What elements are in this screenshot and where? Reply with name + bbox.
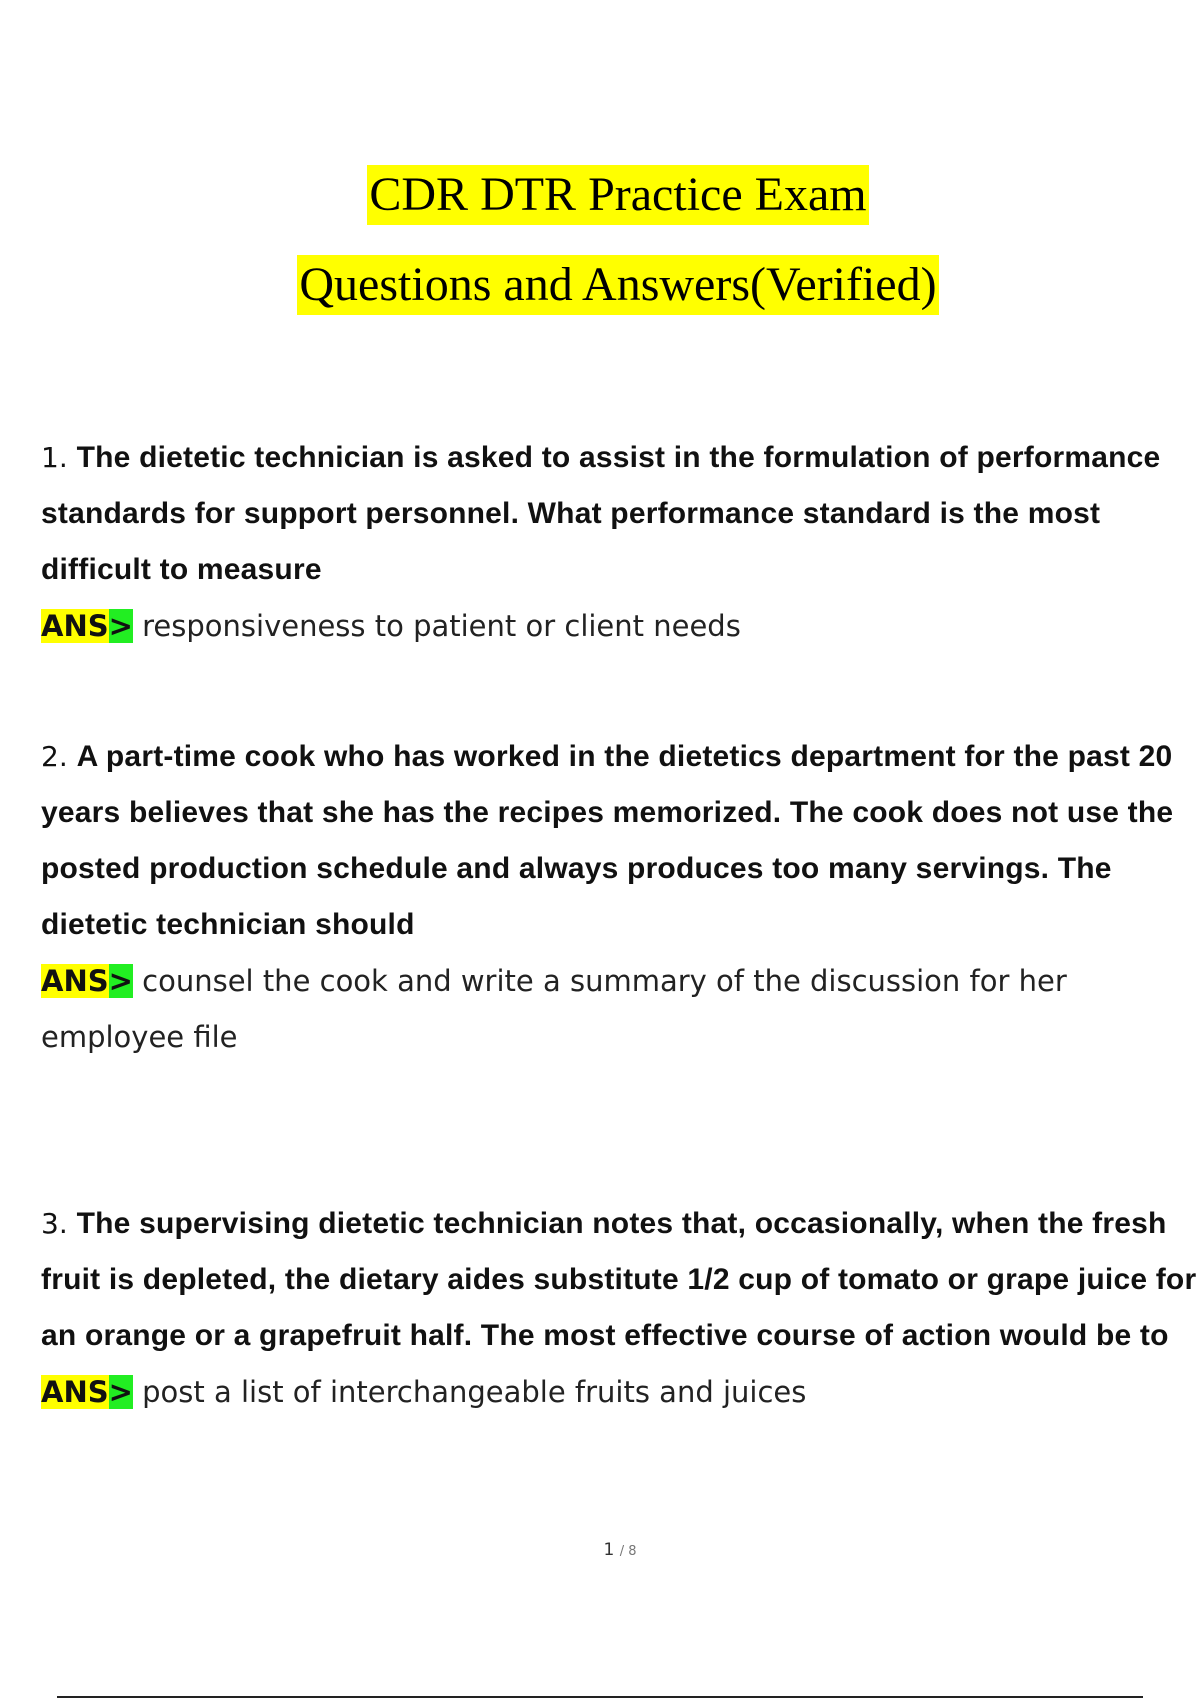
question-text-block (41, 430, 1200, 598)
answer-label: ANS> (41, 1375, 133, 1409)
answer-row (41, 953, 1200, 1065)
bottom-divider (57, 1696, 1143, 1698)
question-text-block (41, 1196, 1200, 1364)
answer-text: post a list of interchangeable fruits and juices (142, 1375, 807, 1409)
question-number: 1. (41, 441, 68, 474)
title-line-2: Questions and Answers(Verified) (297, 255, 938, 315)
question-item (41, 1196, 1200, 1420)
page-total: / 8 (619, 1544, 637, 1559)
answer-text: counsel the cook and write a summary of the discussion for her employee file (41, 964, 1067, 1054)
question-text: The dietetic technician is asked to assist in the formulation of performance standards for support personnel. What performance standard is the most difficult to measure (41, 441, 1161, 586)
page-current: 1 (603, 1540, 615, 1560)
question-item (41, 430, 1200, 654)
answer-label: ANS> (41, 964, 133, 998)
question-text-block (41, 729, 1200, 953)
question-number: 2. (41, 740, 68, 773)
title-line-1: CDR DTR Practice Exam (367, 165, 868, 225)
question-item (41, 729, 1200, 1065)
question-number: 3. (41, 1207, 68, 1240)
answer-row (41, 598, 1200, 654)
page-indicator (0, 1540, 1200, 1560)
document-title (0, 165, 1200, 315)
answer-text: responsiveness to patient or client needs (142, 609, 741, 643)
question-text: The supervising dietetic technician notes that, occasionally, when the fresh fruit is depleted, the dietary aides substitute 1/2 cup of tomato or grape juice for an orange or a grapefruit half. The most effective course of action would be to (41, 1207, 1197, 1352)
answer-row (41, 1364, 1200, 1420)
question-text: A part-time cook who has worked in the dietetics department for the past 20 years believes that she has the recipes memorized. The cook does not use the posted production schedule and always produces too many servings. The dietetic technician should (41, 740, 1174, 941)
answer-label: ANS> (41, 609, 133, 643)
